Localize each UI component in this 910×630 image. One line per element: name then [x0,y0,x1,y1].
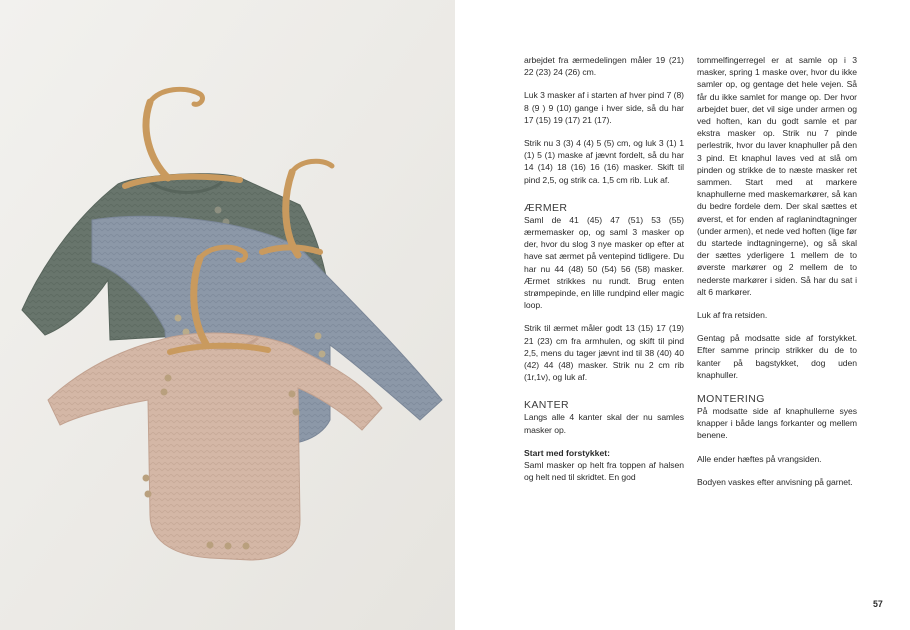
paragraph: Strik nu 3 (3) 4 (4) 5 (5) cm, og luk 3 (1) 1 (1) 5 (1) maske af jævnt fordelt, så du har 14 (14) 18 (16) 16 (16) masker. Skift til pind 2,5, og strik ca. 1,5 cm rib. Luk af. [524,138,684,185]
paragraph: Strik til ærmet måler godt 13 (15) 17 (19) 21 (23) cm fra armhulen, og skift til pind 2,5, mens du tager jævnt ind til 38 (40) 40 (42) 44 (48) masker. Strik nu 2 cm rib (1r,1v), og luk af. [524,323,684,383]
paragraph: Alle ender hæftes på vrangsiden. [697,453,822,464]
text-page [455,0,910,630]
left-text-column [524,54,684,494]
paragraph: tommelfingerregel er at samle op i 3 masker, spring 1 maske over, hvor du ikke samler op, og gentage det hele vejen. Så får du ikke samlet for mange op. Der hvor arbejdet buer, det vil sige under armen og ved hoften, kan du godt samle et par ekstra masker op. Strik nu 7 pinde perlestrik, hvor du laver knaphuller på den 3 pind. Et knaphul laves ved at slå om pinden og strikke de to næste masker ret sammen. Start med at markere knaphullerne med maskemarkører, så kan du bedre fordele dem. Der skal sættes et øverst, et for enden af raglanindtagninger (under armen), et nede ved hoften (lige før du startede indtagningerne), og så skal der sættes yderligere 1 mellem de to øverste markører og 2 mellem de to nederste markører i siden. Så har du sat i alt 6 markører. [697,55,857,297]
paragraph: Langs alle 4 kanter skal der nu samles masker op. [524,412,684,435]
paragraph: Luk 3 masker af i starten af hver pind 7 (8) 8 (9 ) 9 (10) gange i hver side, så du har 17 (15) 19 (17) 21 (17). [524,90,684,125]
paragraph: Bodyen vaskes efter anvisning på garnet. [697,476,853,487]
spacer [524,383,684,399]
section-heading-montering: MONTERING [697,393,765,406]
subheading-forstykket: Start med forstykket: [524,447,610,458]
right-text-column [697,54,857,499]
paragraph: Luk af fra retsiden. [697,310,768,321]
paragraph: På modsatte side af knaphullerne syes knapper i både langs forkanter og mellem benene. [697,406,857,441]
spacer [697,381,857,393]
paragraph: Gentag på modsatte side af forstykket. Efter samme princip strikker du de to kanter på bagstykket, dog uden knaphuller. [697,333,857,380]
section-heading-kanter: KANTER [524,399,569,412]
spacer [524,186,684,202]
section-heading-aermer: ÆRMER [524,201,568,214]
paragraph: arbejdet fra ærmedelingen måler 19 (21) 22 (23) 24 (26) cm. [524,55,684,78]
paragraph: Saml masker op helt fra toppen af halsen og helt ned til skridtet. En god [524,460,684,483]
page-number: 57 [873,599,883,609]
paragraph: Saml de 41 (45) 47 (51) 53 (55) ærmemasker op, og saml 3 masker op der, hvor du slog 3 nye masker op efter at have sat ærmet på ventepind tidligere. Du har nu 44 (48) 50 (54) 56 (58) masker. Ærmet strikkes nu rundt. Brug enten strømpepinde, en lille rundpind eller magic loop. [524,214,684,311]
